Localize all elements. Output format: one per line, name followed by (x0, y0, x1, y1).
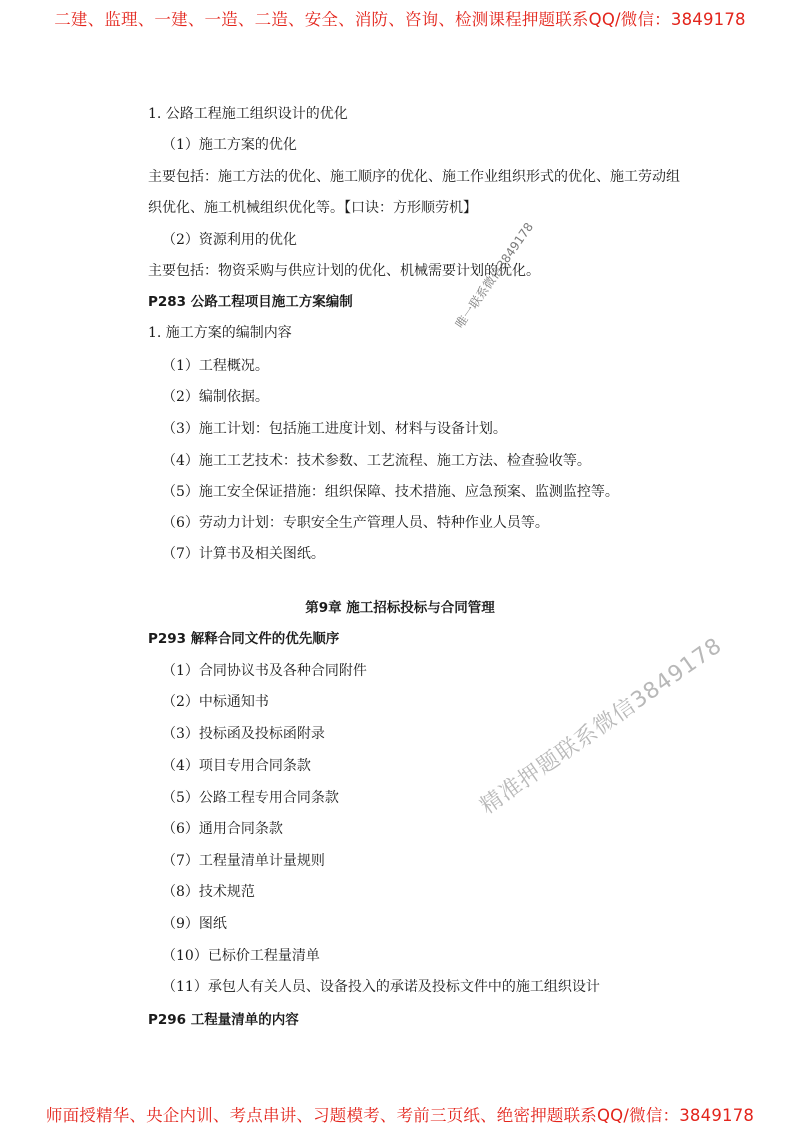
footer-banner: 师面授精华、央企内训、考点串讲、习题模考、考前三页纸、绝密押题联系QQ/微信：3849178 (45, 1106, 755, 1125)
list-item: （5）公路工程专用合同条款 (162, 790, 339, 806)
list-item: （1）施工方案的优化 (162, 137, 297, 153)
list-item: （7）工程量清单计量规则 (162, 853, 325, 869)
list-item: （4）施工工艺技术：技术参数、工艺流程、施工方法、检查验收等。 (162, 453, 591, 469)
list-item: （6）通用合同条款 (162, 821, 283, 837)
watermark-large: 精准押题联系微信3849178 (475, 633, 728, 820)
section-heading-p293: P293 解释合同文件的优先顺序 (148, 631, 340, 647)
list-item: （2）资源利用的优化 (162, 232, 297, 248)
section-title: 1. 公路工程施工组织设计的优化 (148, 106, 348, 122)
list-item: （4）项目专用合同条款 (162, 758, 311, 774)
watermark-small: 唯一联系微信3849178 (452, 220, 537, 331)
list-item: （3）投标函及投标函附录 (162, 726, 325, 742)
list-item: （2）中标通知书 (162, 694, 269, 710)
section-heading-p296: P296 工程量清单的内容 (148, 1012, 299, 1028)
list-item: （10）已标价工程量清单 (162, 948, 320, 964)
header-banner: 二建、监理、一建、一造、二造、安全、消防、咨询、检测课程押题联系QQ/微信：3849178 (54, 10, 746, 29)
list-item: （9）图纸 (162, 916, 227, 932)
subsection-title: 1. 施工方案的编制内容 (148, 325, 292, 341)
list-item: （5）施工安全保证措施：组织保障、技术措施、应急预案、监测监控等。 (162, 484, 619, 500)
section-heading-p283: P283 公路工程项目施工方案编制 (148, 294, 353, 310)
list-item: （3）施工计划：包括施工进度计划、材料与设备计划。 (162, 421, 507, 437)
paragraph: 主要包括：物资采购与供应计划的优化、机械需要计划的优化。 (148, 263, 540, 279)
list-item: （7）计算书及相关图纸。 (162, 546, 325, 562)
list-item: （1）工程概况。 (162, 358, 269, 374)
list-item: （8）技术规范 (162, 884, 255, 900)
chapter-title: 第9章 施工招标投标与合同管理 (305, 600, 495, 616)
list-item: （2）编制依据。 (162, 389, 269, 405)
list-item: （11）承包人有关人员、设备投入的承诺及投标文件中的施工组织设计 (162, 979, 600, 995)
list-item: （6）劳动力计划：专职安全生产管理人员、特种作业人员等。 (162, 515, 549, 531)
list-item: （1）合同协议书及各种合同附件 (162, 663, 367, 679)
paragraph: 主要包括：施工方法的优化、施工顺序的优化、施工作业组织形式的优化、施工劳动组织优化、施工机械组织优化等。【口诀：方形顺劳机】 (148, 169, 680, 216)
